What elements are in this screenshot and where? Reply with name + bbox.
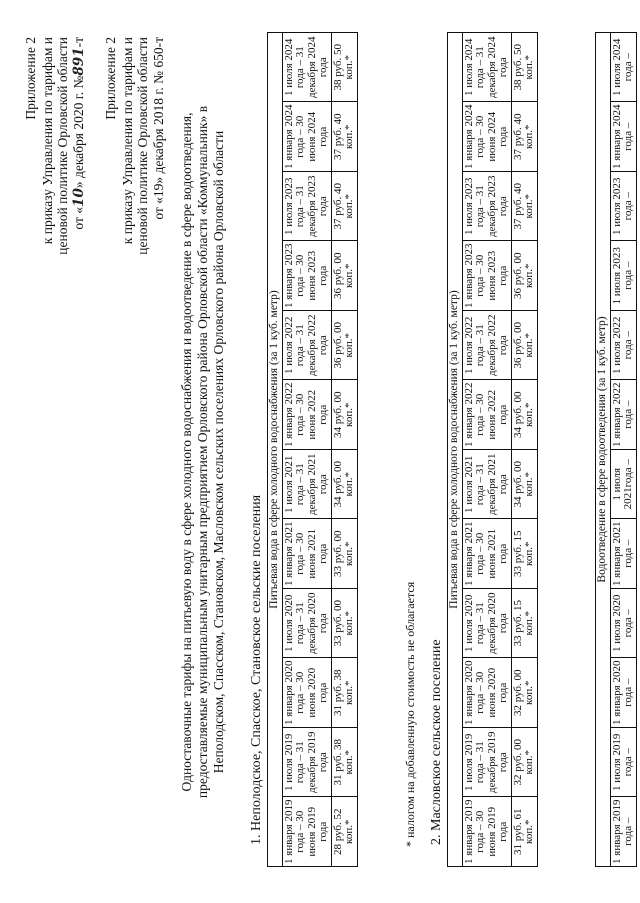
appendix-authority-line: ценовой политике Орловской области: [135, 37, 150, 255]
period-cell: 1 июля 2023 года –: [610, 241, 636, 311]
tariff-value-cell: 34 руб. 00 коп.*: [511, 380, 537, 450]
table-caption-row: [448, 33, 463, 867]
date-suffix: -т: [70, 37, 86, 48]
period-cell: 1 июля 2020 года – 31 декабря 2020 года: [462, 589, 511, 659]
period-cell: 1 июля 2020 года – 31 декабря 2020 года: [282, 589, 331, 659]
section-2-heading: 2. Масловское сельское поселение: [429, 639, 444, 845]
tariff-value-cell: 33 руб. 15 коп.*: [511, 589, 537, 659]
period-cell: 1 января 2020 года –: [610, 658, 636, 728]
period-cell: 1 июля 2023 года –: [610, 172, 636, 242]
period-cell: 1 июля 2021 года – 31 декабря 2021 года: [462, 450, 511, 520]
tariff-value-cell: 28 руб. 52 коп.*: [331, 797, 357, 867]
period-cell: 1 июля 2022 года – 31 декабря 2022 года: [282, 311, 331, 381]
section-1-heading: 1. Неполодское, Спасское, Становское сельские поселения: [249, 494, 264, 845]
period-cell: 1 января 2022 года – 30 июня 2022 года: [282, 380, 331, 450]
period-cell: 1 января 2023 года – 30 июня 2023 года: [462, 241, 511, 311]
title-line: Неполодском, Спасском, Становском, Масловском сельских поселениях Орловского района Орловской области: [211, 130, 226, 774]
period-cell: 1 января 2023 года – 30 июня 2023 года: [282, 241, 331, 311]
period-cell: 1 июля 2019 года – 31 декабря 2019 года: [462, 728, 511, 798]
tariff-value-cell: 32 руб. 00 коп.*: [511, 728, 537, 798]
tariff-value-cell: 36 руб. 00 коп.*: [331, 241, 357, 311]
tariff-value-cell: 34 руб. 00 коп.*: [511, 450, 537, 520]
tariff-value-cell: 31 руб. 61 коп.*: [511, 797, 537, 867]
values-row: [511, 33, 537, 867]
tariff-value-cell: 37 руб. 40 коп.*: [511, 102, 537, 172]
period-cell: 1 января 2024 года – 30 июня 2024 года: [282, 102, 331, 172]
vat-footnote: * налогом на добавленную стоимость не облагается: [403, 581, 417, 847]
period-cell: 1 июля 2022 года –: [610, 311, 636, 381]
periods-row: [282, 33, 331, 867]
date-prefix: от «: [70, 206, 86, 230]
appendix-order-line: к приказу Управления по тарифам и: [39, 37, 55, 245]
tariff-value-cell: 36 руб. 00 коп.*: [331, 311, 357, 381]
period-cell: 1 июля 2020 года –: [610, 589, 636, 659]
values-row: [331, 33, 357, 867]
appendix-date-line: [71, 37, 88, 255]
period-cell: 1 января 2024 года – 30 июня 2024 года: [462, 102, 511, 172]
tariff-value-cell: 34 руб. 00 коп.*: [331, 450, 357, 520]
appendix-date-line: от «19» декабря 2018 г. № 650-т: [150, 37, 166, 220]
appendix-authority-line: ценовой политике Орловской области: [55, 37, 70, 255]
handwritten-day: 10: [70, 188, 87, 207]
tariff-value-cell: 38 руб. 50 коп.*: [331, 33, 357, 103]
tariff-value-cell: 33 руб. 00 коп.*: [331, 519, 357, 589]
appendix-number: Приложение 2: [23, 37, 38, 120]
period-cell: 1 января 2022 года – 30 июня 2022 года: [462, 380, 511, 450]
period-cell: 1 января 2022 года –: [610, 380, 636, 450]
date-middle: » декабря 2020 г. №: [70, 75, 86, 189]
period-cell: 1 июля 2023 года – 31 декабря 2023 года: [282, 172, 331, 242]
period-cell: 1 января 2019 года –: [610, 797, 636, 867]
table-caption-row: [268, 33, 283, 867]
tariff-value-cell: 34 руб. 00 коп.*: [331, 380, 357, 450]
handwritten-order-number: 891: [70, 47, 87, 76]
period-cell: 1 июля 2023 года – 31 декабря 2023 года: [462, 172, 511, 242]
tariff-value-cell: 38 руб. 50 коп.*: [511, 33, 537, 103]
table-caption: Питьевая вода в сфере холодного водоснабжения (за 1 куб. метр): [448, 33, 463, 867]
period-cell: 1 июля 2021года –: [610, 450, 636, 520]
section-2-wastewater-table: [595, 32, 637, 867]
tariff-value-cell: 31 руб. 38 коп.*: [331, 728, 357, 798]
period-cell: 1 июля 2024 года –: [610, 33, 636, 103]
appendix-number: Приложение 2: [103, 37, 118, 120]
period-cell: 1 июля 2024 года – 31 декабря 2024 года: [462, 33, 511, 103]
table-caption: Питьевая вода в сфере холодного водоснабжения (за 1 куб. метр): [268, 33, 283, 867]
rotated-sheet: [17, 17, 634, 887]
tariff-value-cell: 32 руб. 00 коп.*: [511, 658, 537, 728]
periods-row: [610, 33, 636, 867]
periods-row: [462, 33, 511, 867]
period-cell: 1 июля 2021 года – 31 декабря 2021 года: [282, 450, 331, 520]
period-cell: 1 июля 2024 года – 31 декабря 2024 года: [282, 33, 331, 103]
appendix-header-original: [103, 37, 166, 255]
period-cell: 1 января 2020 года – 30 июня 2020 года: [282, 658, 331, 728]
period-cell: 1 января 2021 года –: [610, 519, 636, 589]
period-cell: 1 января 2021 года – 30 июня 2021 года: [462, 519, 511, 589]
period-cell: 1 июля 2022 года – 31 декабря 2022 года: [462, 311, 511, 381]
title-line: Одноставочные тарифы на питьевую воду в сфере холодного водоснабжения и водоотведение в сфере водоотведения,: [179, 112, 194, 792]
title-line: предоставляемые муниципальным унитарным предприятием Орловского района Орловской области «Коммунальник» в: [195, 105, 210, 799]
period-cell: 1 января 2021 года – 30 июня 2021 года: [282, 519, 331, 589]
tariff-value-cell: 37 руб. 40 коп.*: [331, 102, 357, 172]
period-cell: 1 января 2019 года – 30 июня 2019 года: [462, 797, 511, 867]
document-title: [179, 37, 227, 867]
period-cell: 1 января 2024 года –: [610, 102, 636, 172]
tariff-value-cell: 37 руб. 40 коп.*: [511, 172, 537, 242]
tariff-value-cell: 33 руб. 00 коп.*: [331, 589, 357, 659]
section-1-tariff-table: [267, 32, 358, 867]
tariff-value-cell: 36 руб. 00 коп.*: [511, 241, 537, 311]
appendix-header-current: [23, 37, 87, 255]
period-cell: 1 января 2020 года – 30 июня 2020 года: [462, 658, 511, 728]
tariff-value-cell: 37 руб. 40 коп.*: [331, 172, 357, 242]
tariff-value-cell: 33 руб. 15 коп.*: [511, 519, 537, 589]
table-caption: Водоотведение в сфере водоотведения (за 1 куб. метр): [596, 33, 611, 867]
tariff-value-cell: 36 руб. 00 коп.*: [511, 311, 537, 381]
period-cell: 1 июля 2019 года –: [610, 728, 636, 798]
period-cell: 1 января 2019 года – 30 июня 2019 года: [282, 797, 331, 867]
period-cell: 1 июля 2019 года – 31 декабря 2019 года: [282, 728, 331, 798]
section-2-tariff-table: [447, 32, 538, 867]
appendix-order-line: к приказу Управления по тарифам и: [119, 37, 135, 245]
tariff-value-cell: 31 руб. 38 коп.*: [331, 658, 357, 728]
table-caption-row: [596, 33, 611, 867]
